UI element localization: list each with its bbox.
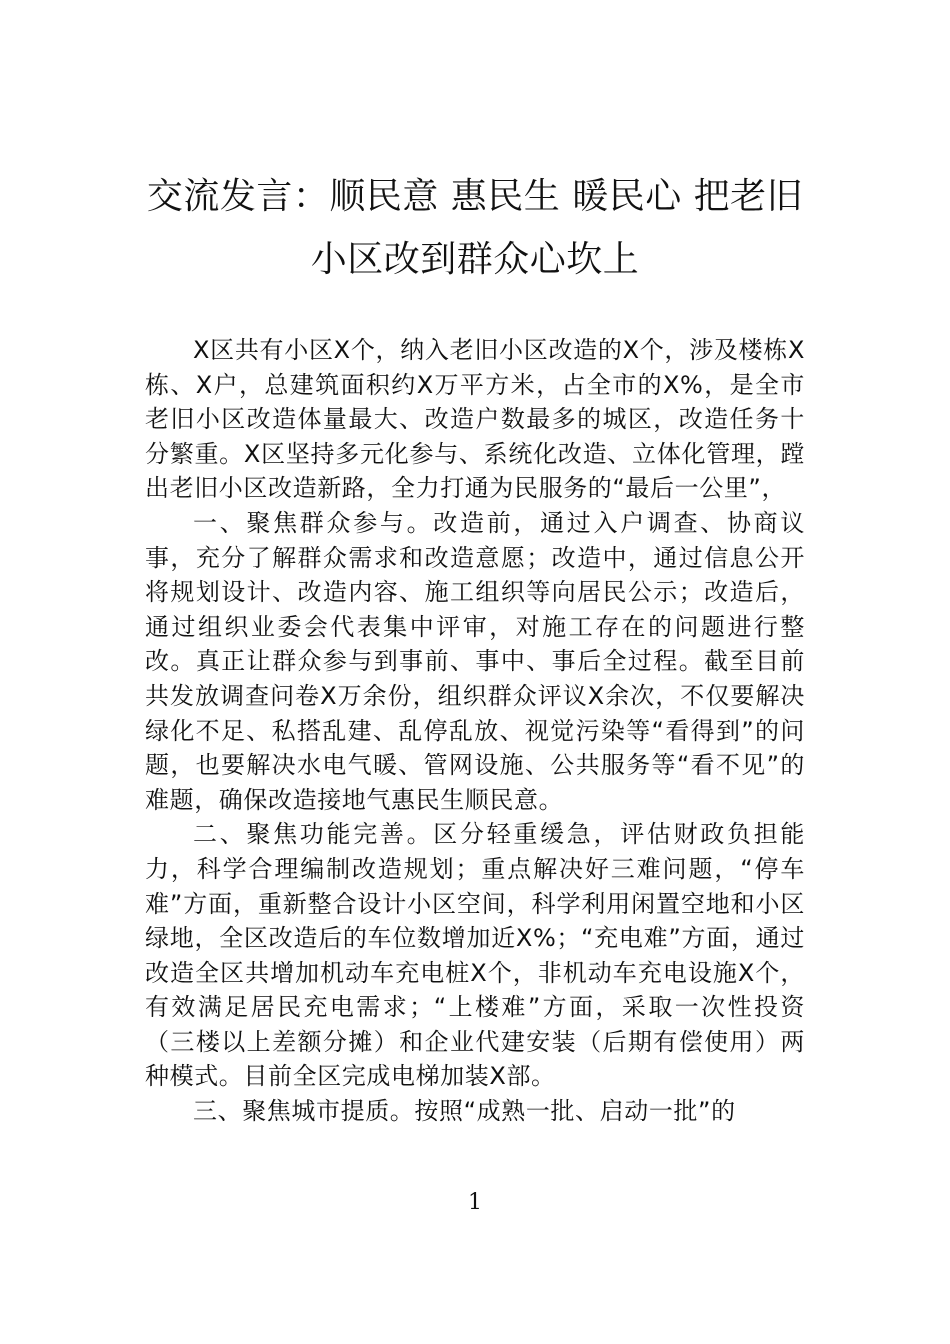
paragraph-section-2: 二、聚焦功能完善。区分轻重缓急，评估财政负担能力，科学合理编制改造规划；重点解决好三难问题，“停车难”方面，重新整合设计小区空间，科学利用闲置空地和小区绿地，全区改造后的车位数增加近X%；“充电难”方面，通过改造全区共增加机动车充电桩X个，非机动车充电设施X个，有效满足居民充电需求；“上楼难”方面，采取一次性投资（三楼以上差额分摊）和企业代建安装（后期有偿使用）两种模式。目前全区完成电梯加装X部。 [145,820,805,1091]
document-title: 交流发言：顺民意 惠民生 暖民心 把老旧小区改到群众心坎上 [146,176,804,280]
paragraph-section-3: 三、聚焦城市提质。按照“成熟一批、启动一批”的 [193,1097,736,1126]
page-number: 1 [468,1190,482,1215]
paragraph-section-1: 一、聚焦群众参与。改造前，通过入户调查、协商议事，充分了解群众需求和改造意愿；改造中，通过信息公开将规划设计、改造内容、施工组织等向居民公示；改造后，通过组织业委会代表集中评审，对施工存在的问题进行整改。真正让群众参与到事前、事中、事后全过程。截至目前共发放调查问卷X万余份，组织群众评议X余次，不仅要解决绿化不足、私搭乱建、乱停乱放、视觉污染等“看得到”的问题，也要解决水电气暖、管网设施、公共服务等“看不见”的难题，确保改造接地气惠民生顺民意。 [145,508,805,814]
document-body [145,333,805,1129]
paragraph-intro: X区共有小区X个，纳入老旧小区改造的X个，涉及楼栋X栋、X户，总建筑面积约X万平方米，占全市的X%，是全市老旧小区改造体量最大、改造户数最多的城区，改造任务十分繁重。X区坚持多元化参与、系统化改造、立体化管理，蹚出老旧小区改造新路，全力打通为民服务的“最后一公里”， [145,336,805,503]
